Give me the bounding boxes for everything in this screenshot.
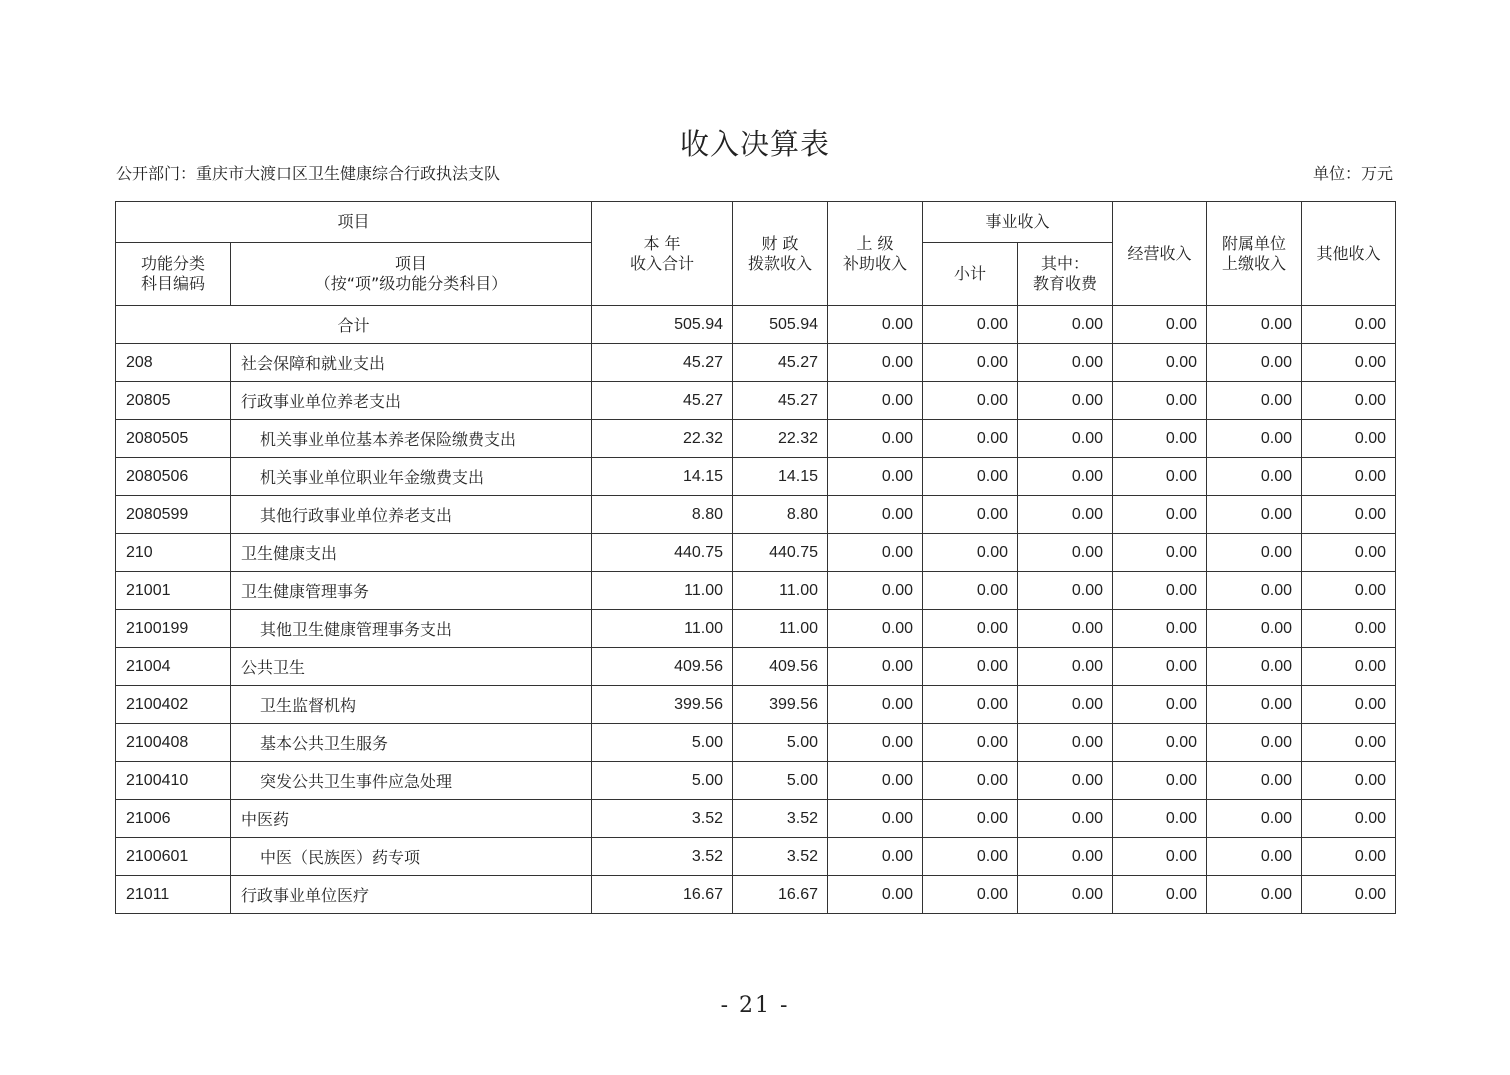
row-value: 0.00: [1018, 496, 1113, 534]
table-row: [116, 648, 1396, 686]
row-value: 0.00: [1018, 382, 1113, 420]
header-other: 其他收入: [1302, 202, 1396, 306]
row-value: 0.00: [1113, 838, 1207, 876]
row-code: 2100199: [116, 610, 231, 648]
page-title: 收入决算表: [679, 127, 830, 161]
row-value: 0.00: [1018, 800, 1113, 838]
row-value: 399.56: [592, 686, 733, 724]
row-value: 22.32: [592, 420, 733, 458]
row-value: 0.00: [1302, 572, 1396, 610]
row-value: 0.00: [1302, 686, 1396, 724]
total-label: 合计: [116, 306, 592, 344]
table-row: [116, 838, 1396, 876]
row-value: 0.00: [1113, 724, 1207, 762]
row-value: 11.00: [592, 610, 733, 648]
table-row: [116, 382, 1396, 420]
row-value: 0.00: [828, 838, 923, 876]
row-value: 0.00: [1018, 876, 1113, 914]
row-code: 210: [116, 534, 231, 572]
row-value: 0.00: [1207, 800, 1302, 838]
row-code: 2100408: [116, 724, 231, 762]
row-value: 0.00: [923, 762, 1018, 800]
row-value: 0.00: [1207, 534, 1302, 572]
header-subtotal: 小计: [923, 243, 1018, 306]
header-operating: 经营收入: [1113, 202, 1207, 306]
row-value: 0.00: [1302, 420, 1396, 458]
table-row: [116, 686, 1396, 724]
row-code: 2080506: [116, 458, 231, 496]
row-value: 11.00: [592, 572, 733, 610]
row-value: 0.00: [1113, 610, 1207, 648]
row-value: 3.52: [733, 838, 828, 876]
row-value: 0.00: [1113, 344, 1207, 382]
row-value: 11.00: [733, 572, 828, 610]
row-value: 0.00: [1302, 382, 1396, 420]
row-value: 0.00: [828, 458, 923, 496]
row-value: 0.00: [1113, 762, 1207, 800]
total-value: 0.00: [828, 306, 923, 344]
header-fiscal: 财 政 拨款收入: [733, 202, 828, 306]
row-value: 0.00: [1018, 838, 1113, 876]
table-row: [116, 610, 1396, 648]
row-value: 409.56: [592, 648, 733, 686]
row-value: 0.00: [1018, 572, 1113, 610]
row-code: 2080505: [116, 420, 231, 458]
row-name: 公共卫生: [231, 648, 592, 686]
row-value: 22.32: [733, 420, 828, 458]
row-value: 0.00: [1113, 686, 1207, 724]
row-name: 基本公共卫生服务: [231, 724, 592, 762]
row-value: 0.00: [923, 382, 1018, 420]
row-value: 0.00: [1302, 800, 1396, 838]
row-value: 0.00: [923, 496, 1018, 534]
row-value: 45.27: [592, 382, 733, 420]
row-name: 机关事业单位职业年金缴费支出: [231, 458, 592, 496]
row-value: 0.00: [828, 686, 923, 724]
row-value: 0.00: [1302, 876, 1396, 914]
row-value: 0.00: [1207, 382, 1302, 420]
row-value: 0.00: [1018, 534, 1113, 572]
row-value: 8.80: [733, 496, 828, 534]
row-value: 14.15: [592, 458, 733, 496]
header-edu: 其中： 教育收费: [1018, 243, 1113, 306]
header-affiliate: 附属单位 上缴收入: [1207, 202, 1302, 306]
row-value: 0.00: [1302, 724, 1396, 762]
total-value: 0.00: [1113, 306, 1207, 344]
row-value: 0.00: [1113, 534, 1207, 572]
row-value: 0.00: [1302, 838, 1396, 876]
department-label: 公开部门：重庆市大渡口区卫生健康综合行政执法支队: [116, 164, 501, 183]
table-row: [116, 724, 1396, 762]
row-value: 0.00: [1302, 648, 1396, 686]
row-value: 0.00: [1207, 686, 1302, 724]
row-value: 0.00: [1113, 496, 1207, 534]
row-value: 0.00: [1207, 420, 1302, 458]
row-value: 3.52: [592, 800, 733, 838]
table-row: [116, 496, 1396, 534]
header-superior: 上 级 补助收入: [828, 202, 923, 306]
table-row: [116, 762, 1396, 800]
row-value: 5.00: [592, 724, 733, 762]
header-item: 项目 （按“项”级功能分类科目）: [231, 243, 592, 306]
row-value: 399.56: [733, 686, 828, 724]
row-value: 0.00: [828, 800, 923, 838]
row-value: 5.00: [733, 724, 828, 762]
row-name: 卫生健康支出: [231, 534, 592, 572]
income-table: [115, 201, 1396, 914]
table-row: [116, 458, 1396, 496]
row-value: 0.00: [923, 534, 1018, 572]
header-row-1: [116, 202, 1396, 243]
row-name: 中医（民族医）药专项: [231, 838, 592, 876]
row-value: 0.00: [1113, 572, 1207, 610]
header-business: 事业收入: [923, 202, 1113, 243]
row-value: 0.00: [1113, 420, 1207, 458]
row-code: 20805: [116, 382, 231, 420]
row-value: 0.00: [828, 762, 923, 800]
total-value: 0.00: [1302, 306, 1396, 344]
row-value: 440.75: [592, 534, 733, 572]
row-value: 0.00: [828, 382, 923, 420]
total-value: 505.94: [733, 306, 828, 344]
row-value: 0.00: [1207, 496, 1302, 534]
row-value: 0.00: [828, 344, 923, 382]
row-value: 0.00: [1018, 648, 1113, 686]
row-value: 0.00: [923, 800, 1018, 838]
table-row: [116, 572, 1396, 610]
row-name: 突发公共卫生事件应急处理: [231, 762, 592, 800]
header-total: 本 年 收入合计: [592, 202, 733, 306]
row-code: 2100410: [116, 762, 231, 800]
row-value: 440.75: [733, 534, 828, 572]
row-value: 0.00: [1302, 344, 1396, 382]
row-name: 中医药: [231, 800, 592, 838]
row-value: 0.00: [923, 344, 1018, 382]
table-row: [116, 344, 1396, 382]
row-value: 0.00: [1113, 800, 1207, 838]
row-value: 3.52: [733, 800, 828, 838]
total-value: 505.94: [592, 306, 733, 344]
row-value: 0.00: [1018, 686, 1113, 724]
row-value: 11.00: [733, 610, 828, 648]
row-value: 0.00: [1207, 572, 1302, 610]
row-value: 0.00: [1302, 610, 1396, 648]
row-code: 21006: [116, 800, 231, 838]
row-value: 0.00: [1113, 382, 1207, 420]
row-value: 0.00: [923, 876, 1018, 914]
row-code: 21001: [116, 572, 231, 610]
row-value: 45.27: [733, 382, 828, 420]
row-value: 0.00: [923, 686, 1018, 724]
row-value: 0.00: [828, 534, 923, 572]
row-value: 45.27: [592, 344, 733, 382]
row-value: 0.00: [923, 648, 1018, 686]
row-value: 0.00: [1302, 496, 1396, 534]
row-value: 0.00: [828, 876, 923, 914]
row-value: 16.67: [592, 876, 733, 914]
row-value: 0.00: [1207, 458, 1302, 496]
table-row: [116, 534, 1396, 572]
row-value: 0.00: [828, 496, 923, 534]
total-value: 0.00: [923, 306, 1018, 344]
row-value: 0.00: [1207, 610, 1302, 648]
row-value: 14.15: [733, 458, 828, 496]
header-project: 项目: [116, 202, 592, 243]
row-value: 0.00: [923, 838, 1018, 876]
row-name: 卫生健康管理事务: [231, 572, 592, 610]
row-code: 2080599: [116, 496, 231, 534]
row-value: 8.80: [592, 496, 733, 534]
row-value: 0.00: [923, 610, 1018, 648]
row-value: 0.00: [1207, 838, 1302, 876]
table-row: [116, 420, 1396, 458]
row-value: 0.00: [1207, 344, 1302, 382]
total-value: 0.00: [1207, 306, 1302, 344]
row-value: 0.00: [923, 420, 1018, 458]
row-value: 0.00: [1018, 610, 1113, 648]
table-row: [116, 800, 1396, 838]
unit-label: 单位：万元: [1312, 164, 1393, 183]
header-code: 功能分类 科目编码: [116, 243, 231, 306]
row-value: 0.00: [923, 458, 1018, 496]
total-row: [116, 306, 1396, 344]
row-value: 0.00: [828, 648, 923, 686]
row-name: 其他行政事业单位养老支出: [231, 496, 592, 534]
row-value: 0.00: [923, 724, 1018, 762]
row-name: 行政事业单位养老支出: [231, 382, 592, 420]
row-value: 0.00: [1018, 724, 1113, 762]
row-value: 0.00: [1018, 344, 1113, 382]
row-name: 其他卫生健康管理事务支出: [231, 610, 592, 648]
row-value: 0.00: [1113, 648, 1207, 686]
row-value: 0.00: [1207, 724, 1302, 762]
row-value: 0.00: [1207, 762, 1302, 800]
row-value: 45.27: [733, 344, 828, 382]
row-value: 0.00: [1302, 458, 1396, 496]
row-value: 0.00: [828, 610, 923, 648]
row-code: 2100601: [116, 838, 231, 876]
table-row: [116, 876, 1396, 914]
row-value: 5.00: [733, 762, 828, 800]
row-value: 0.00: [828, 724, 923, 762]
row-name: 社会保障和就业支出: [231, 344, 592, 382]
row-value: 0.00: [1302, 762, 1396, 800]
row-value: 3.52: [592, 838, 733, 876]
row-name: 卫生监督机构: [231, 686, 592, 724]
row-value: 0.00: [923, 572, 1018, 610]
row-value: 409.56: [733, 648, 828, 686]
table-body: [116, 306, 1396, 914]
row-name: 行政事业单位医疗: [231, 876, 592, 914]
row-code: 208: [116, 344, 231, 382]
row-value: 0.00: [828, 572, 923, 610]
row-name: 机关事业单位基本养老保险缴费支出: [231, 420, 592, 458]
row-value: 5.00: [592, 762, 733, 800]
total-value: 0.00: [1018, 306, 1113, 344]
row-value: 0.00: [1113, 458, 1207, 496]
row-value: 0.00: [1113, 876, 1207, 914]
row-code: 21004: [116, 648, 231, 686]
row-value: 0.00: [1018, 420, 1113, 458]
row-value: 0.00: [1302, 534, 1396, 572]
row-value: 0.00: [1207, 648, 1302, 686]
row-value: 0.00: [828, 420, 923, 458]
page-number: - 21 -: [720, 993, 790, 1018]
row-value: 0.00: [1018, 458, 1113, 496]
row-code: 21011: [116, 876, 231, 914]
row-value: 0.00: [1207, 876, 1302, 914]
row-value: 16.67: [733, 876, 828, 914]
row-code: 2100402: [116, 686, 231, 724]
row-value: 0.00: [1018, 762, 1113, 800]
